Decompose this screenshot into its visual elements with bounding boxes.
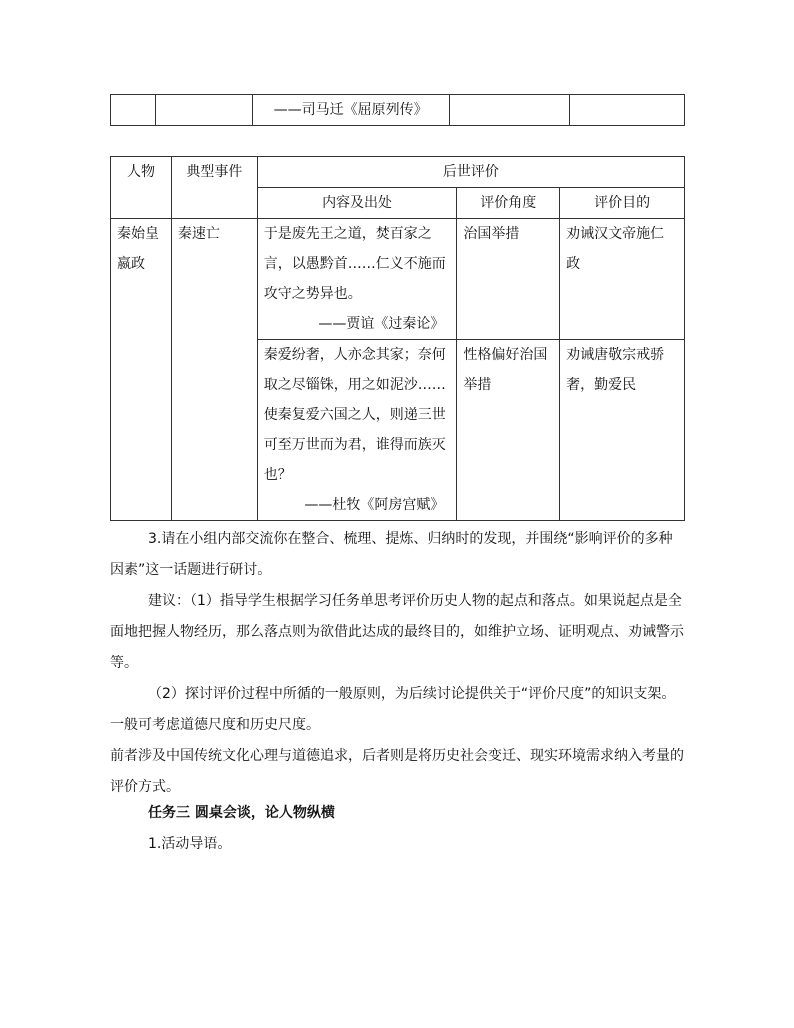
top-cell-1 [111, 95, 156, 126]
cell-event: 秦速亡 [171, 219, 257, 521]
header-content: 内容及出处 [257, 188, 457, 219]
paragraph-suggestion-2: （2）探讨评价过程中所循的一般原则，为后续讨论提供关于“评价尺度”的知识支架。一般可考虑道德尺度和历史尺度。 [110, 686, 676, 733]
content-source: ——杜牧《阿房宫赋》 [304, 497, 445, 513]
top-cell-4 [449, 95, 570, 126]
top-table-row [111, 95, 685, 126]
top-cell-5 [570, 95, 685, 126]
paragraph-discussion: 3.请在小组内部交流你在整合、梳理、提炼、归纳时的发现，并围绕“影响评价的多种因素”这一话题进行研讨。 [110, 531, 673, 578]
content-text: 于是废先王之道，焚百家之言，以愚黔首……仁义不施而攻守之势异也。 [263, 226, 446, 302]
header-angle: 评价角度 [457, 188, 560, 219]
top-cell-2 [155, 95, 252, 126]
header-person: 人物 [111, 157, 172, 219]
content-text: 秦爱纷奢，人亦念其家；奈何取之尽锱铢，用之如泥沙……使秦复爱六国之人，则递三世可至万世而为君，谁得而族灭也？ [263, 347, 446, 483]
evaluation-table [110, 156, 685, 521]
content-source: ——贾谊《过秦论》 [318, 316, 445, 332]
header-row-1 [111, 157, 685, 188]
header-purpose: 评价目的 [560, 188, 685, 219]
cell-person: 秦始皇嬴政 [111, 219, 172, 521]
paragraph-explanation: 前者涉及中国传统文化心理与道德追求，后者则是将历史社会变迁、现实环境需求纳入考量的评价方式。 [110, 748, 684, 795]
cell-angle: 治国举措 [457, 219, 560, 340]
cell-angle: 性格偏好治国举措 [457, 340, 560, 521]
top-attribution: ——司马迁《屈原列传》 [252, 95, 449, 126]
task-title: 任务三 圆桌会谈，论人物纵横 [148, 805, 335, 821]
top-table [110, 94, 685, 126]
cell-purpose: 劝诫唐敬宗戒骄奢，勤爱民 [560, 340, 685, 521]
cell-content [257, 340, 457, 521]
header-evaluation: 后世评价 [257, 157, 684, 188]
paragraph-activity-intro: 1.活动导语。 [148, 836, 232, 852]
header-event: 典型事件 [171, 157, 257, 219]
cell-content [257, 219, 457, 340]
paragraph-suggestion-1: 建议：（1）指导学生根据学习任务单思考评价历史人物的起点和落点。如果说起点是全面地把握人物经历，那么落点则为欲借此达成的最终目的，如维护立场、证明观点、劝诫警示等。 [110, 593, 684, 671]
table-row [111, 219, 685, 340]
cell-purpose: 劝诫汉文帝施仁政 [560, 219, 685, 340]
